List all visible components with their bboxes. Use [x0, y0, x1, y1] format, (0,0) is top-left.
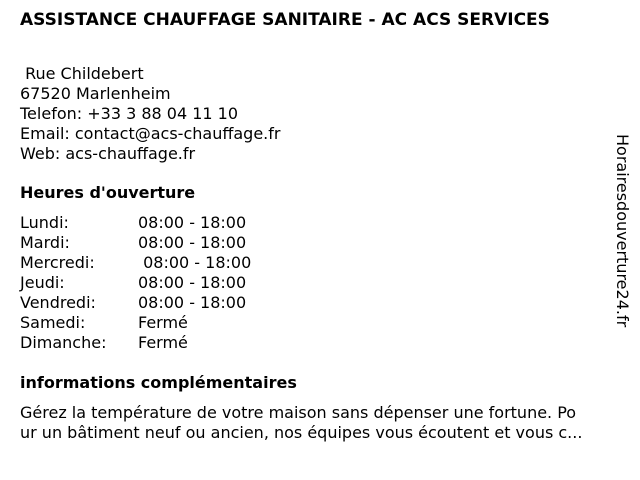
- hours-row-thursday: [20, 273, 251, 293]
- hours-day: Mercredi:: [20, 253, 95, 272]
- hours-day: Dimanche:: [20, 333, 107, 352]
- hours-time: Fermé: [138, 313, 188, 332]
- hours-day: Vendredi:: [20, 293, 96, 312]
- hours-row-tuesday: [20, 233, 251, 253]
- hours-day: Mardi:: [20, 233, 70, 252]
- info-line: Gérez la température de votre maison sans dépenser une fortune. Po: [20, 403, 577, 422]
- hours-day: Lundi:: [20, 213, 69, 232]
- email-address[interactable]: Email: contact@acs-chauffage.fr: [20, 124, 281, 143]
- page-title: ASSISTANCE CHAUFFAGE SANITAIRE - AC ACS SERVICES: [20, 10, 550, 30]
- hours-time: 08:00 - 18:00: [138, 253, 252, 272]
- additional-info-text: [20, 403, 632, 443]
- contact-block: [20, 64, 280, 164]
- additional-info-heading: informations complémentaires: [20, 373, 297, 392]
- hours-row-wednesday: [20, 253, 251, 273]
- hours-day: Jeudi:: [20, 273, 65, 292]
- side-brand-watermark: Horairesdouverture24.fr: [613, 134, 632, 328]
- hours-row-saturday: [20, 313, 251, 333]
- hours-time: 08:00 - 18:00: [138, 213, 247, 232]
- hours-row-friday: [20, 293, 251, 313]
- hours-time: Fermé: [138, 333, 188, 352]
- hours-day: Samedi:: [20, 313, 86, 332]
- hours-row-sunday: [20, 333, 251, 353]
- hours-time: 08:00 - 18:00: [138, 273, 247, 292]
- info-line: ur un bâtiment neuf ou ancien, nos équipes vous écoutent et vous c...: [20, 423, 583, 442]
- opening-hours-heading: Heures d'ouverture: [20, 183, 196, 202]
- opening-hours-table: [20, 213, 251, 353]
- street-address: Rue Childebert: [20, 64, 144, 83]
- hours-time: 08:00 - 18:00: [138, 233, 247, 252]
- hours-time: 08:00 - 18:00: [138, 293, 247, 312]
- city-address: 67520 Marlenheim: [20, 84, 171, 103]
- hours-row-monday: [20, 213, 251, 233]
- website-link[interactable]: Web: acs-chauffage.fr: [20, 144, 196, 163]
- phone-number[interactable]: Telefon: +33 3 88 04 11 10: [20, 104, 239, 123]
